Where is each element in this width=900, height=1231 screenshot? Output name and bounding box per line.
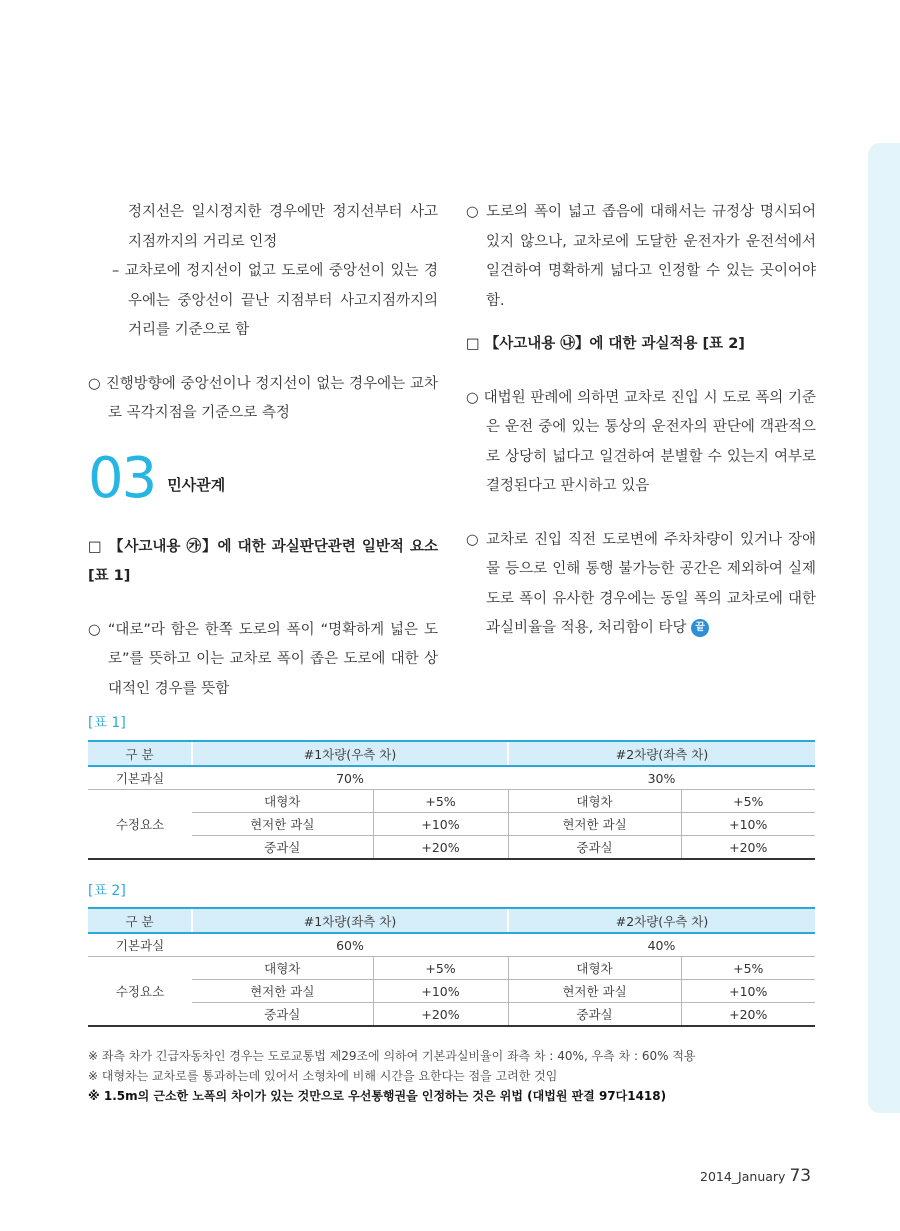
table1-adjust-label: 수정요소 bbox=[88, 790, 192, 860]
table2-base-car1: 60% bbox=[192, 933, 508, 957]
heading-table2: □ 【사고내용 ㉯】에 대한 과실적용 [표 2] bbox=[466, 336, 745, 352]
issue-label: 2014_January bbox=[700, 1169, 786, 1184]
table-cell: 중과실 bbox=[192, 836, 373, 860]
table-row bbox=[88, 980, 815, 1003]
table-cell: +20% bbox=[373, 836, 508, 860]
table-row bbox=[88, 836, 815, 860]
table2-header-car2: #2차량(우측 차) bbox=[508, 908, 815, 933]
footnote-bold: ※ 1.5m의 근소한 노폭의 차이가 있는 것만으로 우선통행권을 인정하는 것은 위법 (대법원 판결 97다1418) bbox=[88, 1089, 667, 1103]
table-cell: +5% bbox=[681, 957, 815, 980]
table-row bbox=[88, 766, 815, 790]
end-mark-icon: 끝 bbox=[691, 619, 709, 637]
table-cell: +20% bbox=[681, 836, 815, 860]
table-cell: 현저한 과실 bbox=[508, 813, 681, 836]
table-cell: 대형차 bbox=[192, 957, 373, 980]
paragraph-daero: ○ “대로”라 함은 한쪽 도로의 폭이 “명확하게 넓은 도로”를 뜻하고 이는 교차로 폭이 좁은 도로에 대한 상대적인 경우를 뜻함 bbox=[88, 621, 438, 697]
table-row bbox=[88, 813, 815, 836]
paragraph-supreme-court: ○ 대법원 판례에 의하면 교차로 진입 시 도로 폭의 기준은 운전 중에 있는 통상의 운전자의 판단에 객관적으로 상당히 넓다고 일견하여 분별할 수 있는지 여부로 결정된다고 판시하고 있음 bbox=[466, 389, 816, 494]
table-cell: 현저한 과실 bbox=[508, 980, 681, 1003]
section-header bbox=[88, 445, 438, 511]
table-cell: +5% bbox=[681, 790, 815, 813]
page-footer bbox=[700, 1166, 811, 1186]
table-cell: 중과실 bbox=[192, 1003, 373, 1027]
table-row bbox=[88, 790, 815, 813]
table1-label: [표 1] bbox=[88, 715, 126, 731]
table1-header-row bbox=[88, 741, 815, 766]
table2-header-row bbox=[88, 908, 815, 933]
table-cell: 현저한 과실 bbox=[192, 813, 373, 836]
table1-header-car2: #2차량(좌측 차) bbox=[508, 741, 815, 766]
table1-header-category: 구 분 bbox=[88, 741, 192, 766]
table-cell: 대형차 bbox=[508, 957, 681, 980]
paragraph-stopline: 정지선은 일시정지한 경우에만 정지선부터 사고지점까지의 거리로 인정 bbox=[128, 204, 438, 250]
side-tab-decoration bbox=[868, 143, 900, 1113]
table2-label: [표 2] bbox=[88, 883, 126, 899]
paragraph-parked-cars bbox=[466, 526, 816, 644]
table2-base-car2: 40% bbox=[508, 933, 815, 957]
table1-base-car1: 70% bbox=[192, 766, 508, 790]
table2-header-car1: #1차량(좌측 차) bbox=[192, 908, 508, 933]
table1-base-car2: 30% bbox=[508, 766, 815, 790]
table2 bbox=[88, 907, 815, 1027]
section-title: 민사관계 bbox=[167, 476, 226, 494]
footnote: ※ 좌측 차가 긴급자동차인 경우는 도로교통법 제29조에 의하여 기본과실비율이 좌측 차 : 40%, 우측 차 : 60% 적용 bbox=[88, 1049, 696, 1063]
paragraph-centerline: – 교차로에 정지선이 없고 도로에 중앙선이 있는 경우에는 중앙선이 끝난 지점부터 사고지점까지의 거리를 기준으로 함 bbox=[112, 263, 438, 338]
table-cell: +10% bbox=[681, 813, 815, 836]
paragraph-corner-point: ○ 진행방향에 중앙선이나 정지선이 없는 경우에는 교차로 곡각지점을 기준으로 측정 bbox=[88, 375, 438, 421]
left-column bbox=[88, 198, 438, 704]
paragraph-parked-cars-text: ○ 교차로 진입 직전 도로변에 주차차량이 있거나 장애물 등으로 인해 통행 불가능한 공간은 제외하여 실제 도로 폭이 유사한 경우에는 동일 폭의 교차로에 대한 과실비율을 적용, 처리함이 타당 bbox=[466, 531, 816, 636]
table-cell: 대형차 bbox=[508, 790, 681, 813]
table-row bbox=[88, 957, 815, 980]
table2-base-label: 기본과실 bbox=[88, 933, 192, 957]
table1 bbox=[88, 740, 815, 860]
table-cell: +10% bbox=[681, 980, 815, 1003]
footnote: ※ 대형차는 교차로를 통과하는데 있어서 소형차에 비해 시간을 요한다는 점을 고려한 것임 bbox=[88, 1069, 558, 1083]
table1-header-car1: #1차량(우측 차) bbox=[192, 741, 508, 766]
table-cell: +20% bbox=[373, 1003, 508, 1027]
table-cell: +5% bbox=[373, 790, 508, 813]
table-cell: 현저한 과실 bbox=[192, 980, 373, 1003]
table1-base-label: 기본과실 bbox=[88, 766, 192, 790]
table2-adjust-label: 수정요소 bbox=[88, 957, 192, 1027]
table-row bbox=[88, 1003, 815, 1027]
footnotes bbox=[88, 1046, 848, 1106]
section-number: 03 bbox=[88, 445, 156, 511]
table-cell: 중과실 bbox=[508, 836, 681, 860]
table-cell: +5% bbox=[373, 957, 508, 980]
table-cell: +20% bbox=[681, 1003, 815, 1027]
table-cell: 중과실 bbox=[508, 1003, 681, 1027]
heading-table1: □ 【사고내용 ㉮】에 대한 과실판단관련 일반적 요소 [표 1] bbox=[88, 538, 438, 584]
table-cell: +10% bbox=[373, 813, 508, 836]
table-row bbox=[88, 933, 815, 957]
right-column bbox=[466, 198, 816, 644]
page-number: 73 bbox=[789, 1166, 812, 1186]
table2-header-category: 구 분 bbox=[88, 908, 192, 933]
table-cell: 대형차 bbox=[192, 790, 373, 813]
table-cell: +10% bbox=[373, 980, 508, 1003]
paragraph-road-width: ○ 도로의 폭이 넓고 좁음에 대해서는 규정상 명시되어 있지 않으나, 교차로에 도달한 운전자가 운전석에서 일견하여 명확하게 넓다고 인정할 수 있는 곳이어야 함. bbox=[466, 204, 816, 309]
